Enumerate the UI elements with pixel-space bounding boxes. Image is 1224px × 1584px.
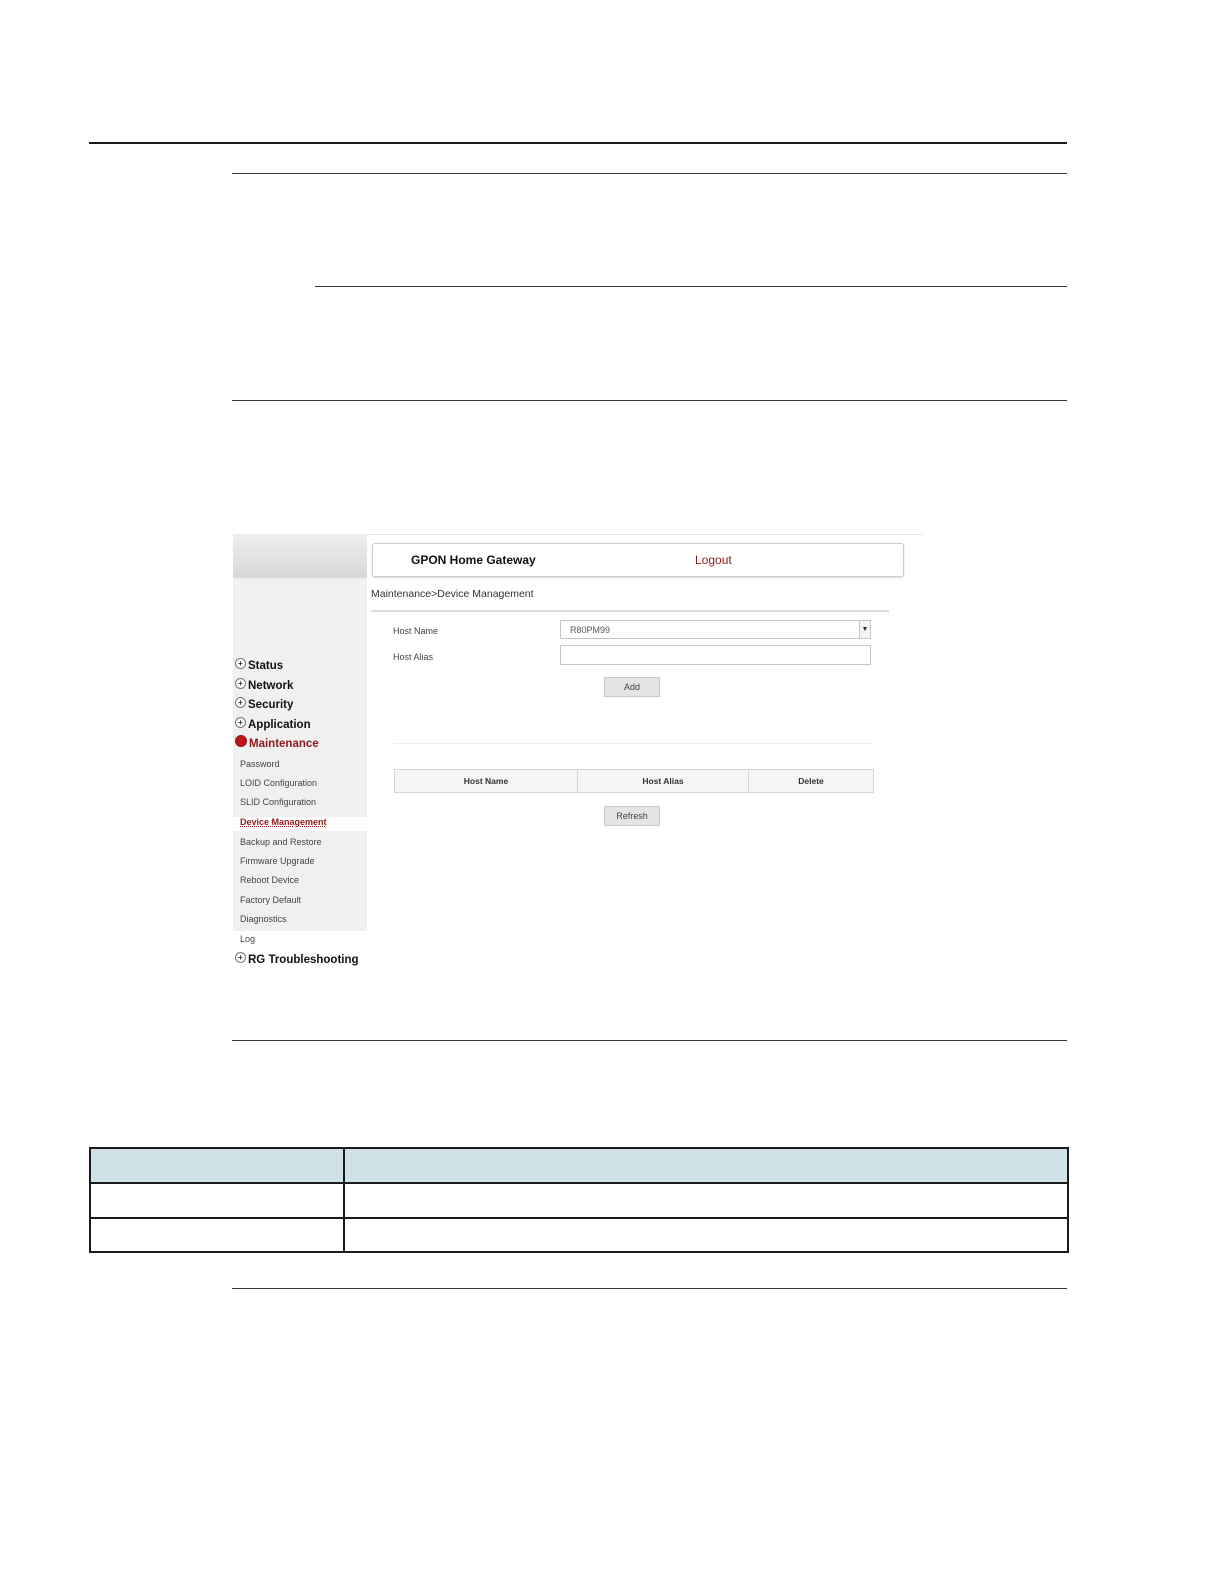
- sidebar-item-security[interactable]: [235, 696, 293, 714]
- table-cell: [344, 1218, 1068, 1252]
- sidebar-item-rg-troubleshooting[interactable]: [235, 951, 359, 969]
- chevron-down-icon[interactable]: ▼: [859, 621, 870, 638]
- logout-link[interactable]: Logout: [695, 553, 732, 567]
- parameter-table: [89, 1147, 1069, 1253]
- column-header-delete: Delete: [798, 776, 824, 786]
- gateway-screenshot: [233, 534, 923, 966]
- sidebar-subitem-reboot-device[interactable]: Reboot Device: [240, 875, 300, 885]
- table-header-cell: [344, 1148, 1068, 1183]
- table-row: [90, 1218, 1068, 1252]
- column-header-host-name: Host Name: [395, 770, 578, 792]
- sidebar-subitem-diagnostics[interactable]: Diagnostics: [240, 914, 287, 924]
- breadcrumb: Maintenance>Device Management: [371, 588, 534, 600]
- sidebar-item-label: Status: [248, 660, 284, 672]
- sidebar-item-application[interactable]: [235, 716, 311, 734]
- plus-icon: +: [235, 678, 246, 689]
- sidebar-subitem-slid-configuration[interactable]: SLID Configuration: [240, 797, 317, 807]
- sidebar-subitem-firmware-upgrade[interactable]: Firmware Upgrade: [240, 856, 315, 866]
- sidebar-subitem-backup-and-restore[interactable]: Backup and Restore: [240, 837, 322, 847]
- sidebar-subitem-loid-configuration[interactable]: LOID Configuration: [240, 778, 318, 788]
- add-button[interactable]: Add: [604, 677, 660, 697]
- table-row: [90, 1183, 1068, 1217]
- sidebar-header: [233, 534, 367, 578]
- section-rule: [232, 1288, 1067, 1289]
- refresh-button[interactable]: Refresh: [604, 806, 660, 826]
- section-rule: [232, 173, 1067, 174]
- host-name-label: Host Name: [393, 626, 439, 636]
- host-name-value: R80PM99: [570, 624, 611, 635]
- app-title: GPON Home Gateway: [411, 553, 536, 567]
- host-name-select[interactable]: [560, 620, 871, 639]
- host-alias-label: Host Alias: [393, 652, 434, 662]
- table-cell: [90, 1218, 344, 1252]
- breadcrumb-divider: [371, 610, 889, 612]
- sidebar-item-label: Application: [248, 719, 311, 731]
- sidebar-item-maintenance[interactable]: [235, 735, 319, 753]
- table-cell: [344, 1183, 1068, 1217]
- app-header: [372, 543, 904, 577]
- page-header-rule: [89, 142, 1067, 144]
- table-header-row: [90, 1148, 1068, 1183]
- plus-icon: +: [235, 952, 246, 963]
- section-rule: [232, 1040, 1067, 1041]
- sidebar-item-label: RG Troubleshooting: [248, 954, 359, 966]
- section-rule: [315, 286, 1067, 287]
- sidebar-subitem-password[interactable]: Password: [240, 759, 280, 769]
- host-table-header: [394, 769, 874, 793]
- sidebar-subitem-factory-default[interactable]: Factory Default: [240, 895, 302, 905]
- sidebar-item-label: Security: [248, 699, 294, 711]
- table-cell: [90, 1183, 344, 1217]
- sidebar-item-network[interactable]: [235, 677, 293, 695]
- sidebar-item-label: Network: [248, 680, 294, 692]
- sidebar-item-status[interactable]: [235, 657, 283, 675]
- sidebar: [233, 578, 367, 966]
- sidebar-subitem-device-management[interactable]: Device Management: [233, 817, 372, 831]
- host-alias-input[interactable]: [560, 645, 871, 665]
- plus-icon: +: [235, 717, 246, 728]
- section-rule: [232, 400, 1067, 401]
- table-header-cell: [90, 1148, 344, 1183]
- plus-icon: +: [235, 697, 246, 708]
- minus-icon: [235, 735, 247, 747]
- sidebar-item-label: Maintenance: [249, 738, 319, 750]
- section-divider: [393, 743, 873, 744]
- plus-icon: +: [235, 658, 246, 669]
- sidebar-subitem-log[interactable]: Log: [240, 934, 256, 944]
- column-header-host-alias: Host Alias: [578, 770, 749, 792]
